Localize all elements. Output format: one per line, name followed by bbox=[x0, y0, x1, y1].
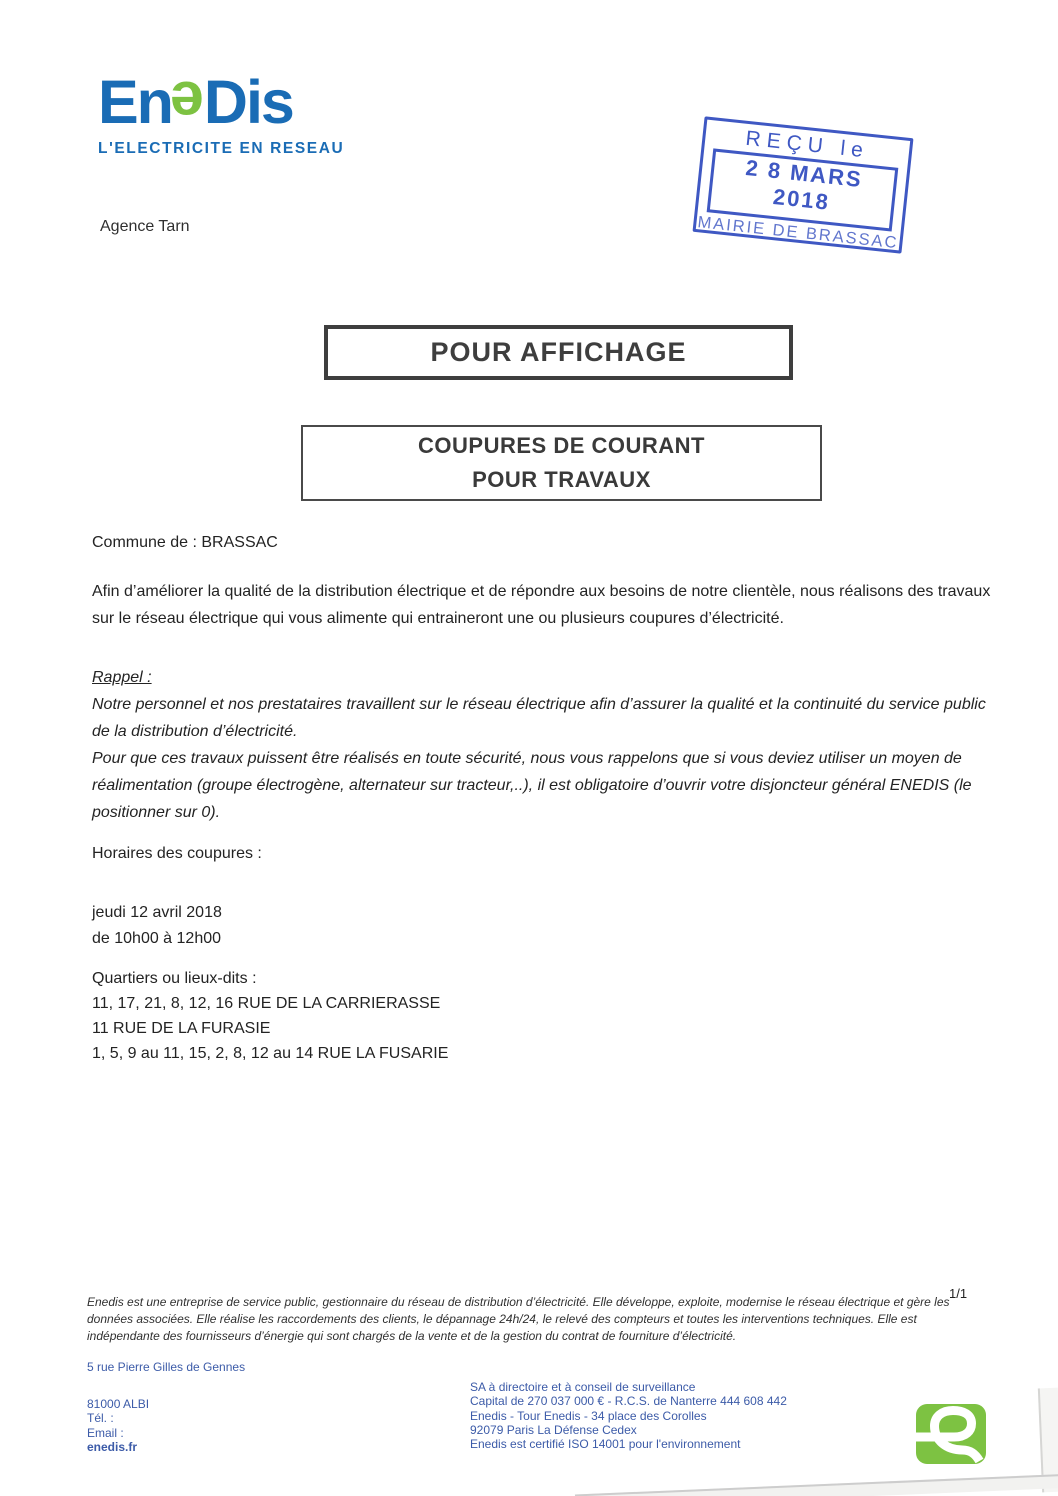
enedis-logo bbox=[98, 68, 345, 158]
quartiers-title: Quartiers ou lieux-dits : bbox=[92, 970, 257, 987]
rappel-paragraph-1: Notre personnel et nos prestataires travaillent sur le réseau électrique afin d’assurer la qualité et la continuité du service public de la distribution d’électricité. bbox=[92, 696, 986, 740]
legal-paragraph: Enedis est une entreprise de service public, gestionnaire du réseau de distribution d’électricité. Elle développe, exploite, modernise le réseau électrique et gère les données associées. Elle réalise les raccordements des clients, le dépannage 24h/24, le relevé des compteurs et toutes les interventions techniques. Elle est indépendante des fournisseurs d’énergie qui sont chargés de la vente et de la gestion du contrat de fourniture d’électricité. bbox=[87, 1295, 950, 1343]
stamp-date: 2 8 MARS 2018 bbox=[744, 154, 864, 215]
street-line: 11, 17, 21, 8, 12, 16 RUE DE LA CARRIERASSE bbox=[92, 995, 441, 1012]
wordmark-left: En bbox=[98, 68, 172, 136]
coupures-banner bbox=[301, 425, 822, 501]
company-line: SA à directoire et à conseil de surveillance bbox=[470, 1380, 696, 1394]
enedis-tagline: L'ELECTRICITE EN RESEAU bbox=[98, 140, 345, 157]
address-city: 81000 ALBI bbox=[87, 1396, 150, 1411]
company-legal-block bbox=[470, 1380, 787, 1451]
intro-paragraph: Afin d’améliorer la qualité de la distribution électrique et de répondre aux besoins de notre clientèle, nous réalisons des travaux sur le réseau électrique qui vous alimente qui entraineront une ou plusieurs coupures d’électricité. bbox=[92, 583, 991, 627]
street-line: 11 RUE DE LA FURASIE bbox=[92, 1020, 271, 1037]
company-line: Enedis est certifié ISO 14001 pour l'environnement bbox=[470, 1437, 741, 1452]
outage-hours: de 10h00 à 12h00 bbox=[92, 930, 222, 947]
address-email: Email : bbox=[87, 1425, 124, 1440]
address-tel: Tél. : bbox=[87, 1411, 114, 1425]
stamp-received-label: REÇU le bbox=[744, 126, 870, 163]
reception-stamp bbox=[693, 116, 914, 253]
enedis-green-e-glyph: e bbox=[171, 69, 204, 137]
coupures-banner-line2: POUR TRAVAUX bbox=[472, 467, 651, 492]
rappel-title: Rappel : bbox=[92, 669, 152, 686]
rappel-paragraph-2: Pour que ces travaux puissent être réalisés en toute sécurité, nous vous rappelons que si vous deviez utiliser un moyen de réalimentation (groupe électrogène, alternateur sur tracteur,..), il est obligatoire d’ouvrir votre disjoncteur général ENEDIS (le positionner sur 0). bbox=[92, 750, 972, 821]
coupures-banner-line1: COUPURES DE COURANT bbox=[418, 432, 705, 458]
scan-page-edge-bottom bbox=[575, 1474, 1058, 1496]
wordmark-right: Dis bbox=[203, 68, 293, 136]
company-line: 92079 Paris La Défense Cedex bbox=[470, 1422, 637, 1437]
horaires-title: Horaires des coupures : bbox=[92, 845, 262, 862]
outage-dates bbox=[92, 900, 222, 952]
agency-name: Agence Tarn bbox=[100, 218, 190, 235]
pour-affichage-banner: POUR AFFICHAGE bbox=[324, 325, 793, 380]
enedis-website: enedis.fr bbox=[87, 1440, 138, 1454]
quartiers-section bbox=[92, 966, 448, 1066]
outage-date: jeudi 12 avril 2018 bbox=[92, 904, 222, 921]
agency-address-block bbox=[87, 1360, 245, 1455]
page-number: 1/1 bbox=[949, 1286, 968, 1301]
street-line: 1, 5, 9 au 11, 15, 2, 8, 12 au 14 RUE LA FUSARIE bbox=[92, 1045, 449, 1062]
rappel-section bbox=[92, 664, 1000, 826]
enedis-wordmark bbox=[98, 68, 344, 137]
company-line: Enedis - Tour Enedis - 34 place des Corolles bbox=[470, 1408, 707, 1423]
address-street: 5 rue Pierre Gilles de Gennes bbox=[87, 1360, 246, 1374]
stamp-mairie-label: MAIRIE DE BRASSAC bbox=[696, 213, 900, 253]
company-line: Capital de 270 037 000 € - R.C.S. de Nanterre 444 608 442 bbox=[470, 1394, 787, 1409]
enedis-e-icon bbox=[916, 1404, 986, 1464]
commune-line: Commune de : BRASSAC bbox=[92, 534, 278, 551]
